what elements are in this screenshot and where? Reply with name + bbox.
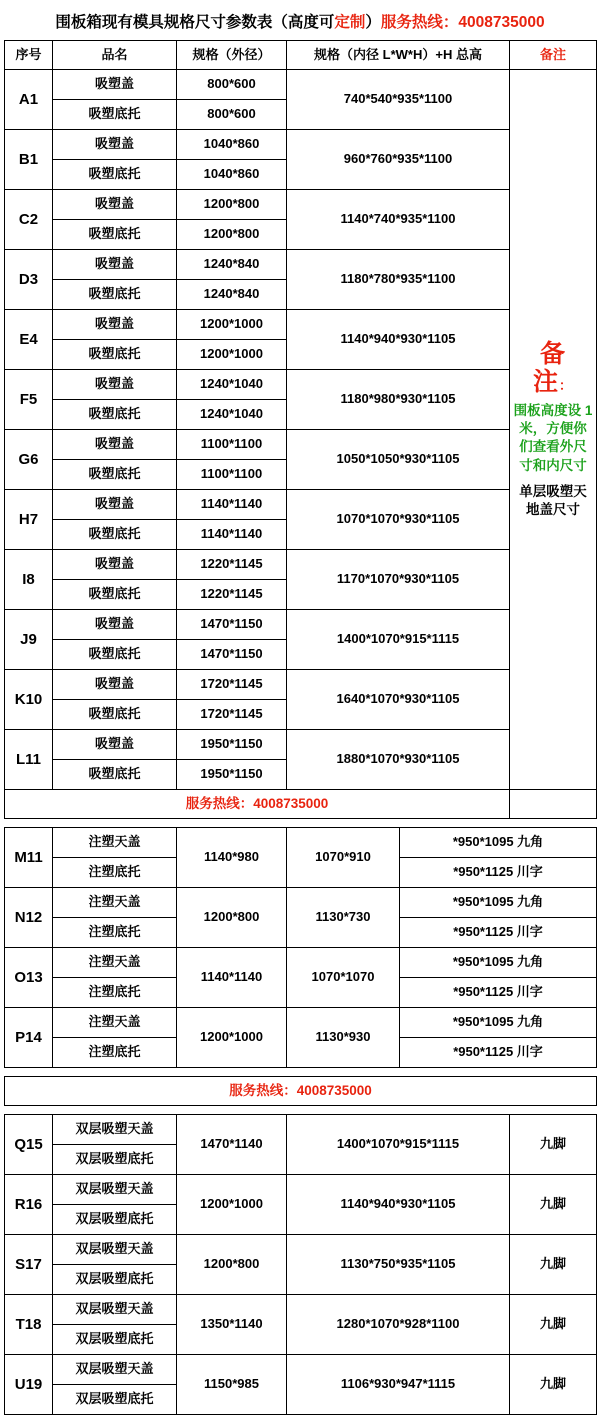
cell-product-name: 吸塑盖 bbox=[53, 610, 177, 640]
table-row bbox=[5, 1008, 597, 1038]
cell-outer-spec: 1720*1145 bbox=[177, 700, 287, 730]
cell-serial: I8 bbox=[5, 550, 53, 610]
spec-table bbox=[4, 40, 597, 1415]
cell-serial: M11 bbox=[5, 828, 53, 888]
cell-product-name: 吸塑盖 bbox=[53, 430, 177, 460]
header-remark: 备注 bbox=[510, 41, 597, 70]
cell-inner-spec: 1140*740*935*1100 bbox=[287, 190, 510, 250]
cell-outer-spec: 1200*1000 bbox=[177, 310, 287, 340]
cell-product-name: 注塑天盖 bbox=[53, 948, 177, 978]
table-row bbox=[5, 610, 597, 640]
table-body bbox=[5, 70, 597, 1415]
cell-outer-spec: 1240*1040 bbox=[177, 400, 287, 430]
cell-note: 九脚 bbox=[510, 1115, 597, 1175]
cell-extra-spec: *950*1095 九角 bbox=[400, 888, 597, 918]
cell-outer-spec: 1470*1140 bbox=[177, 1115, 287, 1175]
cell-product-name: 吸塑底托 bbox=[53, 580, 177, 610]
cell-inner-spec: 1070*1070 bbox=[287, 948, 400, 1008]
cell-inner-spec: 1640*1070*930*1105 bbox=[287, 670, 510, 730]
cell-outer-spec: 1240*840 bbox=[177, 280, 287, 310]
cell-inner-spec: 1070*910 bbox=[287, 828, 400, 888]
cell-serial: S17 bbox=[5, 1235, 53, 1295]
cell-product-name: 吸塑底托 bbox=[53, 760, 177, 790]
cell-serial: Q15 bbox=[5, 1115, 53, 1175]
table-row bbox=[5, 828, 597, 858]
cell-inner-spec: 1106*930*947*1115 bbox=[287, 1355, 510, 1415]
cell-product-name: 吸塑底托 bbox=[53, 220, 177, 250]
cell-product-name: 注塑天盖 bbox=[53, 1008, 177, 1038]
cell-serial: F5 bbox=[5, 370, 53, 430]
cell-note: 九脚 bbox=[510, 1295, 597, 1355]
cell-outer-spec: 1220*1145 bbox=[177, 550, 287, 580]
title-highlight-custom: 定制 bbox=[334, 14, 366, 31]
cell-product-name: 吸塑底托 bbox=[53, 340, 177, 370]
cell-outer-spec: 1200*1000 bbox=[177, 1175, 287, 1235]
cell-serial: J9 bbox=[5, 610, 53, 670]
cell-product-name: 注塑底托 bbox=[53, 858, 177, 888]
cell-outer-spec: 1470*1150 bbox=[177, 640, 287, 670]
cell-inner-spec: 1050*1050*930*1105 bbox=[287, 430, 510, 490]
cell-product-name: 吸塑底托 bbox=[53, 100, 177, 130]
page-title bbox=[4, 6, 596, 40]
title-hotline: 服务热线：4008735000 bbox=[380, 14, 545, 31]
cell-outer-spec: 1100*1100 bbox=[177, 430, 287, 460]
cell-product-name: 吸塑盖 bbox=[53, 550, 177, 580]
cell-outer-spec: 1240*840 bbox=[177, 250, 287, 280]
cell-outer-spec: 1200*800 bbox=[177, 220, 287, 250]
cell-inner-spec: 1180*980*930*1105 bbox=[287, 370, 510, 430]
cell-outer-spec: 1720*1145 bbox=[177, 670, 287, 700]
remark-black-note: 单层吸塑天地盖尺寸 bbox=[519, 483, 587, 517]
cell-extra-spec: *950*1095 九角 bbox=[400, 828, 597, 858]
cell-outer-spec: 1200*800 bbox=[177, 1235, 287, 1295]
cell-inner-spec: 960*760*935*1100 bbox=[287, 130, 510, 190]
table-row bbox=[5, 310, 597, 340]
cell-product-name: 双层吸塑天盖 bbox=[53, 1295, 177, 1325]
cell-inner-spec: 1400*1070*915*1115 bbox=[287, 610, 510, 670]
title-part-2: ） bbox=[365, 14, 381, 31]
cell-serial: L11 bbox=[5, 730, 53, 790]
cell-product-name: 双层吸塑底托 bbox=[53, 1385, 177, 1415]
cell-inner-spec: 1140*940*930*1105 bbox=[287, 1175, 510, 1235]
cell-remark bbox=[510, 70, 597, 790]
remark-title: 备 bbox=[540, 339, 567, 368]
table-row bbox=[5, 550, 597, 580]
cell-product-name: 吸塑盖 bbox=[53, 130, 177, 160]
cell-inner-spec: 1130*730 bbox=[287, 888, 400, 948]
cell-serial: O13 bbox=[5, 948, 53, 1008]
cell-serial: U19 bbox=[5, 1355, 53, 1415]
cell-product-name: 双层吸塑天盖 bbox=[53, 1355, 177, 1385]
cell-product-name: 吸塑底托 bbox=[53, 400, 177, 430]
cell-serial: A1 bbox=[5, 70, 53, 130]
table-row bbox=[5, 1355, 597, 1385]
cell-outer-spec: 1150*985 bbox=[177, 1355, 287, 1415]
cell-serial: G6 bbox=[5, 430, 53, 490]
cell-product-name: 双层吸塑天盖 bbox=[53, 1175, 177, 1205]
cell-outer-spec: 1200*800 bbox=[177, 888, 287, 948]
cell-product-name: 吸塑底托 bbox=[53, 160, 177, 190]
table-row bbox=[5, 1235, 597, 1265]
cell-outer-spec: 1950*1150 bbox=[177, 730, 287, 760]
cell-note: 九脚 bbox=[510, 1175, 597, 1235]
cell-outer-spec: 800*600 bbox=[177, 70, 287, 100]
cell-extra-spec: *950*1095 九角 bbox=[400, 1008, 597, 1038]
cell-product-name: 吸塑盖 bbox=[53, 730, 177, 760]
cell-product-name: 吸塑底托 bbox=[53, 280, 177, 310]
cell-serial: N12 bbox=[5, 888, 53, 948]
table-row bbox=[5, 730, 597, 760]
header-product-name: 品名 bbox=[53, 41, 177, 70]
header-inner-spec: 规格（内径 L*W*H）+H 总高 bbox=[287, 41, 510, 70]
cell-inner-spec: 1180*780*935*1100 bbox=[287, 250, 510, 310]
hotline-text: 服务热线：4008735000 bbox=[5, 1077, 597, 1106]
hotline-spacer bbox=[510, 790, 597, 819]
cell-product-name: 注塑底托 bbox=[53, 1038, 177, 1068]
cell-inner-spec: 1070*1070*930*1105 bbox=[287, 490, 510, 550]
cell-product-name: 双层吸塑天盖 bbox=[53, 1115, 177, 1145]
cell-outer-spec: 1140*1140 bbox=[177, 520, 287, 550]
cell-product-name: 吸塑盖 bbox=[53, 670, 177, 700]
cell-note: 九脚 bbox=[510, 1355, 597, 1415]
cell-product-name: 吸塑盖 bbox=[53, 190, 177, 220]
cell-product-name: 注塑天盖 bbox=[53, 828, 177, 858]
header-outer-spec: 规格（外径） bbox=[177, 41, 287, 70]
cell-extra-spec: *950*1125 川字 bbox=[400, 918, 597, 948]
cell-outer-spec: 1200*1000 bbox=[177, 340, 287, 370]
cell-product-name: 吸塑底托 bbox=[53, 700, 177, 730]
table-row bbox=[5, 130, 597, 160]
table-header-row bbox=[5, 41, 597, 70]
cell-extra-spec: *950*1125 川字 bbox=[400, 978, 597, 1008]
cell-product-name: 吸塑底托 bbox=[53, 640, 177, 670]
cell-product-name: 双层吸塑底托 bbox=[53, 1145, 177, 1175]
cell-extra-spec: *950*1095 九角 bbox=[400, 948, 597, 978]
cell-extra-spec: *950*1125 川字 bbox=[400, 858, 597, 888]
remark-green-note: 围板高度设 1 米，方便你们查看外尺寸和内尺寸 bbox=[513, 402, 593, 473]
cell-product-name: 吸塑底托 bbox=[53, 520, 177, 550]
cell-serial: P14 bbox=[5, 1008, 53, 1068]
table-row bbox=[5, 888, 597, 918]
cell-product-name: 双层吸塑底托 bbox=[53, 1205, 177, 1235]
cell-product-name: 吸塑盖 bbox=[53, 250, 177, 280]
cell-product-name: 吸塑盖 bbox=[53, 310, 177, 340]
cell-outer-spec: 800*600 bbox=[177, 100, 287, 130]
cell-product-name: 吸塑底托 bbox=[53, 460, 177, 490]
cell-inner-spec: 1170*1070*930*1105 bbox=[287, 550, 510, 610]
title-part-1: 围板箱现有模具规格尺寸参数表（高度可 bbox=[55, 14, 335, 31]
table-row bbox=[5, 1175, 597, 1205]
cell-outer-spec: 1200*800 bbox=[177, 190, 287, 220]
hotline-row bbox=[5, 1077, 597, 1106]
cell-outer-spec: 1040*860 bbox=[177, 130, 287, 160]
remark-title-2: 注： bbox=[533, 367, 574, 396]
cell-outer-spec: 1040*860 bbox=[177, 160, 287, 190]
table-row bbox=[5, 670, 597, 700]
cell-product-name: 注塑底托 bbox=[53, 918, 177, 948]
cell-product-name: 吸塑盖 bbox=[53, 370, 177, 400]
cell-outer-spec: 1350*1140 bbox=[177, 1295, 287, 1355]
cell-extra-spec: *950*1125 川字 bbox=[400, 1038, 597, 1068]
hotline-text: 服务热线：4008735000 bbox=[5, 790, 510, 819]
cell-inner-spec: 1880*1070*930*1105 bbox=[287, 730, 510, 790]
table-row bbox=[5, 430, 597, 460]
cell-inner-spec: 1130*750*935*1105 bbox=[287, 1235, 510, 1295]
cell-product-name: 吸塑盖 bbox=[53, 70, 177, 100]
cell-outer-spec: 1240*1040 bbox=[177, 370, 287, 400]
cell-product-name: 双层吸塑底托 bbox=[53, 1265, 177, 1295]
cell-inner-spec: 1130*930 bbox=[287, 1008, 400, 1068]
section-gap bbox=[5, 819, 597, 828]
section-gap bbox=[5, 1068, 597, 1077]
cell-product-name: 注塑底托 bbox=[53, 978, 177, 1008]
cell-note: 九脚 bbox=[510, 1235, 597, 1295]
hotline-row bbox=[5, 790, 597, 819]
section-gap bbox=[5, 1106, 597, 1115]
cell-outer-spec: 1140*980 bbox=[177, 828, 287, 888]
table-row bbox=[5, 490, 597, 520]
cell-serial: D3 bbox=[5, 250, 53, 310]
cell-outer-spec: 1140*1140 bbox=[177, 948, 287, 1008]
table-row bbox=[5, 370, 597, 400]
cell-serial: K10 bbox=[5, 670, 53, 730]
cell-serial: T18 bbox=[5, 1295, 53, 1355]
table-row bbox=[5, 250, 597, 280]
cell-product-name: 注塑天盖 bbox=[53, 888, 177, 918]
cell-inner-spec: 1400*1070*915*1115 bbox=[287, 1115, 510, 1175]
cell-inner-spec: 740*540*935*1100 bbox=[287, 70, 510, 130]
cell-outer-spec: 1470*1150 bbox=[177, 610, 287, 640]
cell-serial: C2 bbox=[5, 190, 53, 250]
cell-outer-spec: 1100*1100 bbox=[177, 460, 287, 490]
table-row bbox=[5, 190, 597, 220]
cell-outer-spec: 1220*1145 bbox=[177, 580, 287, 610]
cell-serial: R16 bbox=[5, 1175, 53, 1235]
table-row bbox=[5, 948, 597, 978]
cell-outer-spec: 1140*1140 bbox=[177, 490, 287, 520]
cell-product-name: 双层吸塑天盖 bbox=[53, 1235, 177, 1265]
cell-product-name: 吸塑盖 bbox=[53, 490, 177, 520]
cell-serial: H7 bbox=[5, 490, 53, 550]
table-row bbox=[5, 1115, 597, 1145]
cell-outer-spec: 1200*1000 bbox=[177, 1008, 287, 1068]
cell-outer-spec: 1950*1150 bbox=[177, 760, 287, 790]
cell-serial: B1 bbox=[5, 130, 53, 190]
cell-inner-spec: 1140*940*930*1105 bbox=[287, 310, 510, 370]
cell-product-name: 双层吸塑底托 bbox=[53, 1325, 177, 1355]
cell-inner-spec: 1280*1070*928*1100 bbox=[287, 1295, 510, 1355]
cell-serial: E4 bbox=[5, 310, 53, 370]
table-row bbox=[5, 70, 597, 100]
table-row bbox=[5, 1295, 597, 1325]
header-serial: 序号 bbox=[5, 41, 53, 70]
